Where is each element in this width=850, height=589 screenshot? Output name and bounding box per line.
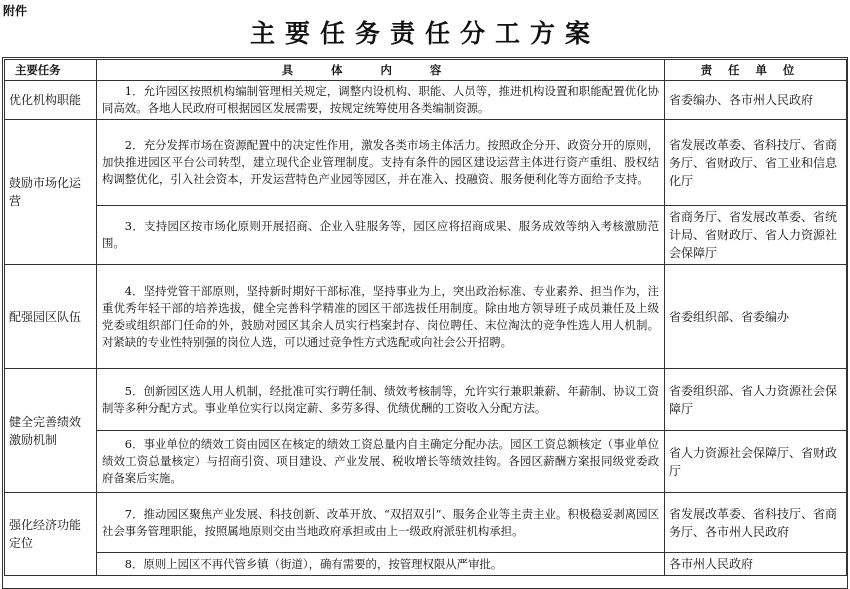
unit-cell: 省人力资源社会保障厅、省财政厅 (665, 431, 847, 493)
unit-cell: 省委编办、各市州人民政府 (665, 81, 847, 120)
table-row (5, 265, 847, 369)
unit-cell: 省发展改革委、省科技厅、省商务厅、各市州人民政府 (665, 493, 847, 553)
column-header-content: 具体内容 (97, 60, 665, 81)
column-header-task: 主要任务 (5, 60, 97, 81)
content-cell: 7．推动园区聚焦产业发展、科技创新、改革开放、“双招双引”、服务企业等主责主业。积极稳妥剥离园区社会事务管理职能，按照属地原则交由当地政府承担或由上一级政府派驻机构承担。 (97, 493, 665, 553)
unit-cell: 各市州人民政府 (665, 553, 847, 576)
unit-cell: 省发展改革委、省科技厅、省商务厅、省财政厅、省工业和信息化厅 (665, 120, 847, 206)
task-cell: 鼓励市场化运营 (5, 120, 97, 265)
table-row (5, 431, 847, 493)
unit-cell: 省委组织部、省人力资源社会保障厅 (665, 369, 847, 431)
content-cell: 4．坚持党管干部原则，坚持新时期好干部标准，坚持事业为上，突出政治标准、专业素养、担当作为，注重优秀年轻干部的培养选拔，健全完善科学精准的园区干部选拔任用制度。除由地方领导班子成员兼任及上级党委或组织部门任命的外，鼓励对园区其余人员实行档案封存、岗位聘任、末位淘汰的竞争性选人用人机制。对紧缺的专业性特别强的岗位人选，可以通过竞争性方式选配或向社会公开招聘。 (97, 265, 665, 369)
content-cell: 2．充分发挥市场在资源配置中的决定性作用，激发各类市场主体活力。按照政企分开、政资分开的原则，加快推进园区平台公司转型，建立现代企业管理制度。支持有条件的园区建设运营主体进行资产重组、股权结构调整优化，引入社会资本，开发运营特色产业园等园区，并在准入、投融资、服务便利化等方面给予支持。 (97, 120, 665, 206)
table-row (5, 369, 847, 431)
task-cell: 强化经济功能定位 (5, 493, 97, 576)
attachment-label: 附件 (3, 4, 28, 18)
task-cell: 优化机构职能 (5, 81, 97, 120)
table-row (5, 206, 847, 265)
task-table (4, 59, 847, 576)
table-row (5, 553, 847, 576)
page-title: 主要任务责任分工方案 (249, 19, 600, 48)
table-row (5, 81, 847, 120)
content-cell: 1．允许园区按照机构编制管理相关规定，调整内设机构、职能、人员等，推进机构设置和职能配置优化协同高效。各地人民政府可根据园区发展需要，按规定统筹使用各类编制资源。 (97, 81, 665, 120)
table-row (5, 120, 847, 206)
content-cell: 8．原则上园区不再代管乡镇（街道），确有需要的，按管理权限从严审批。 (97, 553, 665, 576)
unit-cell: 省商务厅、省发展改革委、省统计局、省财政厅、省人力资源社会保障厅 (665, 206, 847, 265)
table-row (5, 493, 847, 553)
unit-cell: 省委组织部、省委编办 (665, 265, 847, 369)
content-cell: 6．事业单位的绩效工资由园区在核定的绩效工资总量内自主确定分配办法。园区工资总额核定（事业单位绩效工资总量核定）与招商引资、项目建设、产业发展、税收增长等绩效挂钩。各园区薪酬方案报同级党委政府备案后实施。 (97, 431, 665, 493)
column-header-unit: 责任单位 (665, 60, 847, 81)
task-cell: 健全完善绩效激励机制 (5, 369, 97, 493)
task-cell: 配强园区队伍 (5, 265, 97, 369)
table-header-row (5, 60, 847, 81)
content-cell: 5．创新园区选人用人机制，经批准可实行聘任制、绩效考核制等，允许实行兼职兼薪、年薪制、协议工资制等多种分配方式。事业单位实行以岗定薪、多劳多得、优绩优酬的工资收入分配方法。 (97, 369, 665, 431)
content-cell: 3．支持园区按市场化原则开展招商、企业入驻服务等，园区应将招商成果、服务成效等纳入考核激励范围。 (97, 206, 665, 265)
